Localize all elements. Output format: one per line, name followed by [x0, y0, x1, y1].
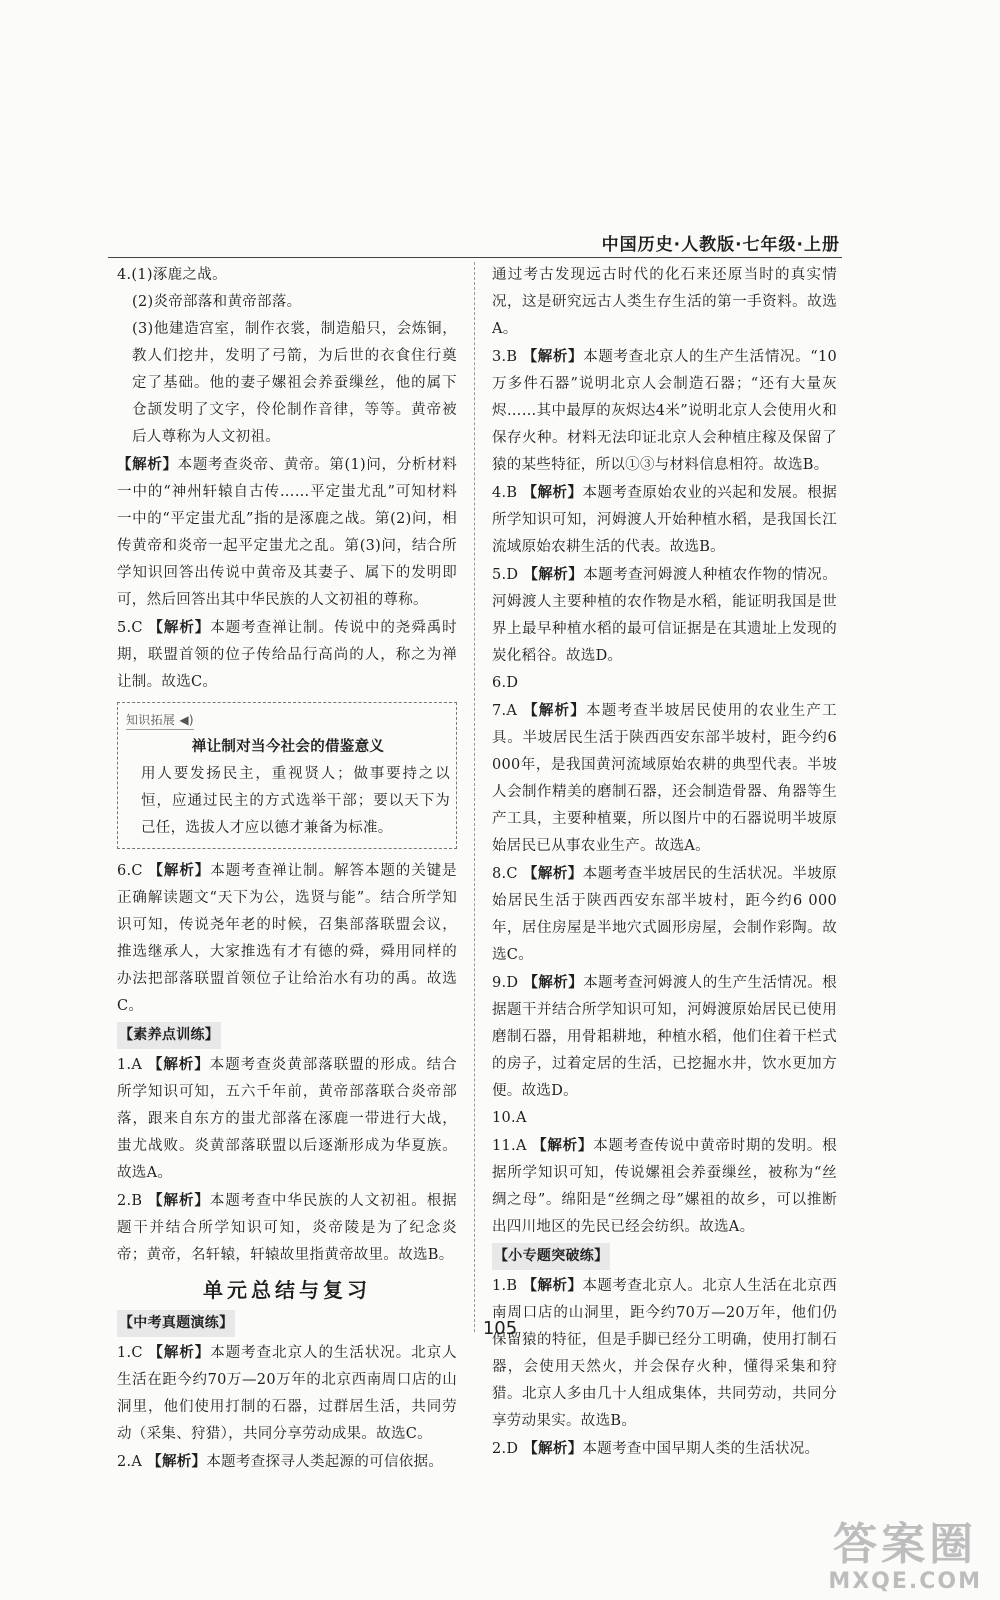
section-heading-literacy-training: 【素养点训练】: [117, 1022, 221, 1049]
analysis-text: 本题考查传说中黄帝时期的发明。根据所学知识可知，传说嫘祖会养蚕缫丝，被称为“丝绸之母”。绵阳是“丝绸之母”嫘祖的故乡，可以推断出四川地区的先民已经会纺织。故选A。: [492, 1138, 837, 1235]
answer-6: [117, 857, 457, 1020]
answer-number: 8.C: [492, 866, 518, 882]
header-rule: [108, 257, 842, 258]
analysis-tag: 【解析】: [148, 619, 211, 636]
page-number: 105: [482, 1318, 518, 1339]
analysis-text: 本题考查探寻人类起源的可信依据。: [206, 1454, 444, 1470]
analysis-text: 本题考查河姆渡人种植农作物的情况。河姆渡人主要种植的农作物是水稻，能证明我国是世界上最早种植水稻的最可信证据是在其遗址上发现的炭化稻谷。故选D。: [492, 567, 837, 664]
knowledge-extension-tab: 知识拓展 ◀): [126, 711, 194, 730]
answer-number: 2.A: [117, 1454, 143, 1470]
exam-answer-2: [117, 1448, 457, 1476]
answer-11: [492, 1132, 837, 1241]
analysis-text: 本题考查炎帝、黄帝。第(1)问，分析材料一中的“神州轩辕自古传……平定蚩尤乱”可知材料一中的“平定蚩尤乱”指的是涿鹿之战。第(2)问，相传黄帝和炎帝一起平定蚩尤之乱。第(3)问，结合所学知识回答出传说中黄帝及其妻子、属下的发明即可，然后回答出其中华民族的人文初祖的尊称。: [117, 457, 457, 608]
answer-6: 6.D: [492, 675, 519, 691]
answer-number: 4.B: [492, 485, 518, 501]
analysis-text: 本题考查北京人的生产生活情况。“10万多件石器”说明北京人会制造石器；“还有大量灰烬……其中最厚的灰烬达4米”说明北京人会使用火和保存火种。材料无法印证北京人会种植庄稼及保留了猿的某些特征，所以①③与材料信息相符。故选B。: [492, 349, 837, 473]
section-heading-exam-practice: 【中考真题演练】: [117, 1310, 235, 1337]
watermark-url: MXQE.COM: [828, 1569, 982, 1594]
analysis-tag: 【解析】: [523, 702, 587, 719]
speaker-icon: ◀): [179, 713, 194, 727]
answer-number: 11.A: [492, 1138, 527, 1154]
analysis-text: 本题考查炎黄部落联盟的形成。结合所学知识可知，五六千年前，黄帝部落联合炎帝部落，跟来自东方的蚩尤部落在涿鹿一带进行大战，蚩尤战败。炎黄部落联盟以后逐渐形成为华夏族。故选A。: [117, 1057, 457, 1181]
answer-3: [492, 343, 837, 479]
analysis-tag: 【解析】: [147, 1056, 210, 1073]
answer-number: 1.B: [492, 1278, 518, 1294]
page-header: 中国历史·人教版·七年级·上册: [601, 235, 840, 255]
answer-number: 2.B: [117, 1193, 143, 1209]
topic-answer-1: [492, 1272, 837, 1435]
answer-9: [492, 969, 837, 1105]
unit-summary-title: 单元总结与复习: [203, 1278, 371, 1302]
answer-8: [492, 860, 837, 969]
answer-5: [117, 614, 457, 696]
answer-number: 5.C: [117, 620, 143, 636]
answer-number: 3.B: [492, 349, 518, 365]
analysis-tag: 【解析】: [148, 1344, 211, 1361]
answer-4-part-3: (3)他建造宫室，制作衣裳，制造船只，会炼铜，教人们挖井，发明了弓箭，为后世的衣食住行奠定了基础。他的妻子嫘祖会养蚕缫丝，他的属下仓颉发明了文字，伶伦制作音律，等等。黄帝被后人尊称为人文初祖。: [132, 321, 457, 445]
knowledge-extension-body: 用人要发扬民主，重视贤人；做事要持之以恒，应通过民主的方式选举干部；要以天下为己任，选拔人才应以德才兼备为标准。: [141, 766, 450, 836]
answer-number: 6.C: [117, 863, 143, 879]
answer-number: 1.A: [117, 1057, 143, 1073]
analysis-tag: 【解析】: [523, 566, 584, 583]
knowledge-extension-box: [117, 702, 457, 849]
analysis-text: 本题考查禅让制。传说中的尧舜禹时期，联盟首领的位子传给品行高尚的人，称之为禅让制。故选C。: [117, 620, 457, 690]
section-heading-topic-breakthrough: 【小专题突破练】: [492, 1243, 610, 1270]
column-divider: [474, 262, 475, 1332]
answer-5: [492, 561, 837, 670]
analysis-text: 本题考查原始农业的兴起和发展。根据所学知识可知，河姆渡人开始种植水稻，是我国长江流域原始农耕生活的代表。故选B。: [492, 485, 837, 555]
analysis-tag: 【解析】: [532, 1137, 594, 1154]
literacy-answer-2: [117, 1187, 457, 1269]
watermark: [828, 1521, 982, 1594]
analysis-text: 本题考查禅让制。解答本题的关键是正确解读题文“天下为公，选贤与能”。结合所学知识可知，传说尧年老的时候，召集部落联盟会议，推选继承人，大家推选有才有德的舜，舜用同样的办法把部落联盟首领位子让给治水有功的禹。故选C。: [117, 863, 457, 1014]
knowledge-extension-title: 禅让制对当今社会的借鉴意义: [191, 739, 385, 755]
analysis-text: 本题考查中国早期人类的生活状况。: [582, 1441, 820, 1457]
analysis-tag: 【解析】: [523, 974, 584, 991]
analysis-text: 本题考查北京人的生活状况。北京人生活在距今约70万—20万年的北京西南周口店的山洞里，他们使用打制的石器，过群居生活，共同劳动（采集、狩猎），共同分享劳动成果。故选C。: [117, 1345, 457, 1442]
analysis-tag: 【解析】: [522, 865, 583, 882]
analysis-tag: 【解析】: [148, 862, 211, 879]
analysis-tag: 【解析】: [522, 1277, 583, 1294]
analysis-text: 本题考查河姆渡人的生产生活情况。根据题干并结合所学知识可知，河姆渡原始居民已使用磨制石器，用骨耜耕地，种植水稻，他们住着干栏式的房子，过着定居的生活，已挖掘水井，饮水更加方便。故选D。: [492, 975, 837, 1099]
left-column: [117, 262, 457, 1476]
analysis-text: 本题考查半坡居民的生活状况。半坡原始居民生活于陕西西安东部半坡村，距今约6 000年，居住房屋是半地穴式圆形房屋，会制作彩陶。故选C。: [492, 866, 837, 963]
analysis-tag: 【解析】: [147, 1453, 207, 1470]
answer-number: 2.D: [492, 1441, 519, 1457]
analysis-tag: 【解析】: [523, 1440, 583, 1457]
answer-number: 1.C: [117, 1345, 143, 1361]
answer-number: 9.D: [492, 975, 519, 991]
answer-number: 5.D: [492, 567, 519, 583]
analysis-tag: 【解析】: [147, 1192, 210, 1209]
analysis-tag: 【解析】: [522, 484, 583, 501]
analysis-text: 本题考查半坡居民使用的农业生产工具。半坡居民生活于陕西西安东部半坡村，距今约6 000年，是我国黄河流域原始农耕的典型代表。半坡人会制作精美的磨制石器，还会制造骨器、角器等生产工具，主要种植粟，所以图片中的石器说明半坡原始居民已从事农业生产。故选A。: [492, 703, 837, 854]
answer-7: [492, 697, 837, 860]
answer-2-continued: 通过考古发现远古时代的化石来还原当时的真实情况，这是研究远古人类生存生活的第一手资料。故选A。: [492, 267, 837, 337]
right-column: [492, 262, 837, 1463]
analysis-tag: 【解析】: [117, 456, 178, 473]
answer-10: 10.A: [492, 1110, 527, 1126]
analysis-tag: 【解析】: [522, 348, 584, 365]
analysis-text: 本题考查中华民族的人文初祖。根据题干并结合所学知识可知，炎帝陵是为了纪念炎帝；黄帝，名轩辕，轩辕故里指黄帝故里。故选B。: [117, 1193, 457, 1263]
analysis-text: 本题考查北京人。北京人生活在北京西南周口店的山洞里，距今约70万—20万年，他们仍保留猿的特征，但是手脚已经分工明确，使用打制石器，会使用天然火，并会保存火种，懂得采集和狩猎。北京人多由几十人组成集体，共同劳动，共同分享劳动果实。故选B。: [492, 1278, 837, 1429]
answer-4-analysis: [117, 451, 457, 614]
answer-4-part-2: (2)炎帝部落和黄帝部落。: [132, 294, 302, 310]
answer-4-head: 4.(1)涿鹿之战。: [117, 267, 227, 283]
watermark-logo: 答案圈: [833, 1519, 978, 1570]
literacy-answer-1: [117, 1051, 457, 1187]
answer-number: 7.A: [492, 703, 518, 719]
topic-answer-2: [492, 1435, 837, 1463]
exam-answer-1: [117, 1339, 457, 1448]
answer-4: [492, 479, 837, 561]
